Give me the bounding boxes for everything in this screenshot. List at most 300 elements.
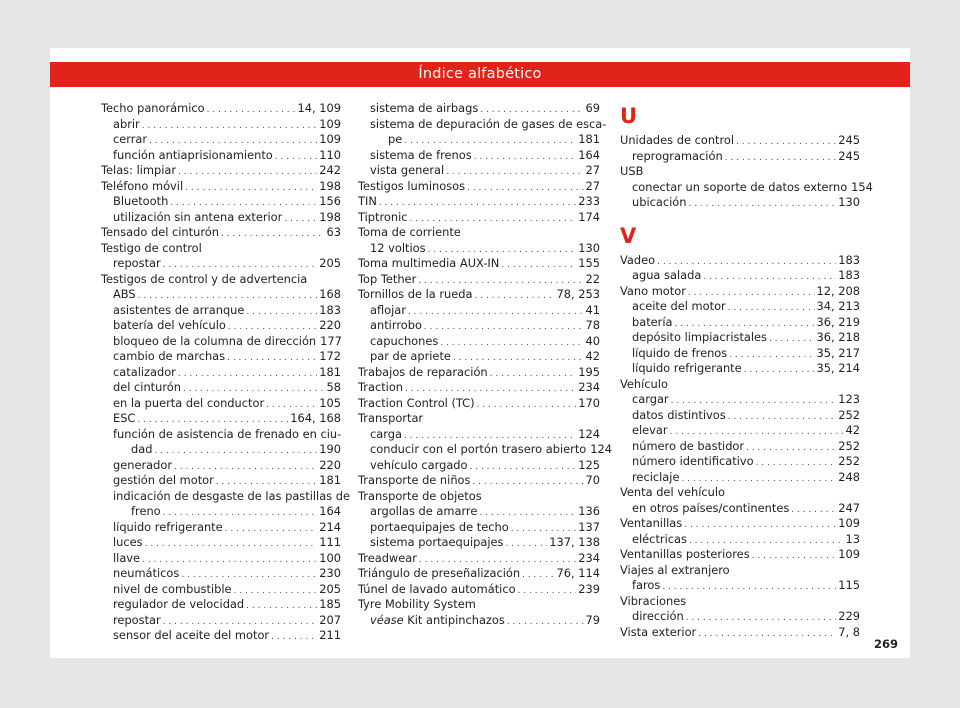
index-subentry — [101, 442, 341, 458]
dot-leader — [688, 195, 836, 213]
index-subentry — [620, 501, 860, 517]
entry-label: abrir — [113, 116, 140, 131]
dot-leader — [725, 149, 837, 167]
index-subentry — [620, 346, 860, 362]
index-subentry — [101, 551, 341, 567]
page-reference: 130 — [578, 240, 600, 255]
index-subentry — [620, 439, 860, 455]
page-reference: 207 — [319, 612, 341, 627]
entry-label: Tyre Mobility System — [358, 597, 476, 611]
index-column-1 — [101, 101, 350, 644]
entry-label: Telas: limpiar — [101, 163, 177, 177]
entry-label: catalizador — [113, 364, 176, 379]
index-entry — [620, 516, 860, 532]
page-reference: 183 — [838, 252, 860, 267]
index-subentry — [358, 613, 600, 629]
index-subentry — [101, 520, 341, 536]
dot-leader — [477, 396, 577, 414]
dot-leader — [744, 361, 815, 379]
entry-label: capuchones — [370, 333, 439, 348]
page-reference: 183 — [319, 302, 341, 317]
page-reference: 109 — [838, 547, 860, 561]
entry-label: Teléfono móvil — [101, 178, 184, 193]
entry-label: Venta del vehículo — [620, 485, 725, 499]
entry-label: 12 voltios — [370, 240, 426, 255]
entry-label: Tornillos de la rueda — [358, 287, 473, 301]
index-entry — [358, 210, 600, 226]
entry-label: Vadeo — [620, 252, 656, 267]
index-subentry — [101, 582, 341, 598]
index-subentry — [358, 163, 600, 179]
index-subentry — [101, 628, 341, 644]
index-subentry — [101, 488, 350, 505]
page-reference: 35, 214 — [816, 361, 860, 375]
page-reference: 211 — [319, 628, 341, 642]
page-reference: 234 — [578, 380, 600, 394]
page-header — [50, 62, 910, 87]
index-subentry — [101, 318, 341, 334]
page-reference: 79 — [585, 612, 600, 627]
entry-label: agua salada — [632, 268, 702, 282]
dot-leader — [518, 582, 577, 600]
index-entry — [620, 625, 860, 641]
page-reference: 109 — [838, 516, 860, 530]
index-entry — [358, 396, 600, 412]
entry-label: Vehículo — [620, 376, 668, 391]
page-reference: 220 — [319, 457, 341, 472]
page-reference: 111 — [319, 535, 341, 549]
page-reference: 252 — [838, 407, 860, 422]
dot-leader — [271, 628, 317, 646]
index-entry — [620, 253, 860, 269]
index-subentry — [101, 396, 341, 412]
page-reference: 40 — [585, 333, 600, 348]
page-reference: 214 — [319, 519, 341, 534]
entry-label: reprogramación — [632, 148, 723, 163]
index-entry — [101, 272, 341, 288]
entry-label: Testigo de control — [101, 240, 202, 255]
index-subentry — [620, 609, 860, 625]
entry-label: TIN — [358, 194, 377, 208]
page-reference: 100 — [319, 550, 341, 565]
page-reference: 252 — [838, 438, 860, 453]
page-reference: 195 — [578, 364, 600, 379]
index-entry — [358, 272, 600, 288]
entry-label: carga — [370, 426, 402, 441]
page-reference: 27 — [585, 178, 600, 193]
entry-label: bloqueo de la columna de dirección — [113, 333, 317, 348]
index-entry — [358, 380, 600, 396]
index-subentry — [620, 330, 860, 346]
entry-label: líquido de frenos — [632, 345, 728, 360]
page-reference: 239 — [578, 581, 600, 596]
entry-label: Túnel de lavado automático — [358, 581, 516, 596]
page-reference: 13 — [845, 531, 860, 546]
entry-label: Tensado del cinturón — [101, 225, 219, 239]
entry-label: número de bastidor — [632, 438, 745, 453]
index-entry — [620, 485, 860, 501]
section-letter: U — [620, 104, 638, 128]
entry-label: par de apriete — [370, 349, 451, 363]
index-entry — [620, 133, 860, 149]
entry-label: luces — [113, 535, 143, 549]
index-subentry — [358, 101, 600, 117]
index-entry — [620, 547, 860, 563]
index-entry — [620, 563, 860, 579]
page-reference: 185 — [319, 597, 341, 611]
entry-label: USB — [620, 164, 644, 178]
entry-label: ABS — [113, 287, 136, 301]
index-column-2 — [358, 101, 612, 628]
entry-label: en otros países/continentes — [632, 500, 790, 515]
dot-leader — [221, 225, 325, 243]
entry-label: sistema portaequipajes — [370, 535, 504, 549]
page-reference: 154 — [851, 179, 873, 194]
index-subentry — [101, 334, 341, 350]
page-reference: 124 — [578, 426, 600, 441]
index-entry — [101, 163, 341, 179]
entry-label: faros — [632, 578, 661, 592]
entry-label: Viajes al extranjero — [620, 562, 730, 577]
index-entry — [620, 284, 860, 300]
index-subentry — [620, 532, 860, 548]
entry-label: Traction Control (TC) — [358, 395, 475, 410]
see-reference: véase — [370, 612, 404, 627]
entry-label: depósito limpiacristales — [632, 330, 767, 344]
page-reference: 205 — [319, 256, 341, 270]
index-subentry — [620, 315, 860, 331]
page-reference: 63 — [326, 225, 341, 239]
entry-label: Transporte de niños — [358, 473, 471, 487]
index-entry — [358, 566, 600, 582]
entry-label: Ventanillas — [620, 516, 683, 530]
entry-label: batería — [632, 314, 673, 329]
index-entry — [358, 597, 600, 613]
entry-label: del cinturón — [113, 380, 181, 394]
page-reference: 58 — [326, 380, 341, 394]
index-subentry — [101, 210, 341, 226]
entry-label: Toma de corriente — [358, 225, 461, 239]
page-reference: 190 — [319, 442, 341, 456]
entry-label: batería del vehículo — [113, 318, 226, 332]
section-letter: V — [620, 223, 637, 248]
page-reference: 156 — [319, 194, 341, 208]
index-entry — [358, 194, 600, 210]
page-reference: 205 — [319, 581, 341, 596]
index-entry — [358, 365, 600, 381]
index-subentry — [101, 287, 341, 303]
index-subentry — [620, 454, 860, 470]
page-reference: 177 — [320, 333, 342, 348]
index-entry — [620, 377, 860, 393]
index-entry — [101, 179, 341, 195]
index-subentry — [101, 194, 341, 210]
entry-label: número identificativo — [632, 454, 754, 468]
page-reference: 136 — [578, 504, 600, 518]
index-subentry — [358, 427, 600, 443]
page-reference: 78, 253 — [556, 287, 600, 301]
index-entry — [101, 225, 341, 241]
index-subentry — [358, 520, 600, 536]
entry-label: sistema de depuración de gases de esca- — [370, 116, 607, 131]
entry-label: Vano motor — [620, 283, 686, 298]
page-reference: 234 — [578, 550, 600, 565]
index-subentry — [620, 423, 860, 439]
index-subentry — [101, 349, 341, 365]
page-reference: 137, 138 — [549, 535, 600, 549]
entry-label: líquido refrigerante — [113, 519, 223, 534]
index-subentry — [358, 349, 600, 365]
entry-label: en la puerta del conductor — [113, 395, 265, 410]
index-subentry — [101, 504, 341, 520]
page-reference: 12, 208 — [816, 283, 860, 298]
page-reference: 14, 109 — [297, 101, 341, 115]
entry-label: Top Tether — [358, 271, 417, 286]
entry-label: Vibraciones — [620, 593, 687, 608]
entry-label: reciclaje — [632, 469, 680, 484]
page-reference: 78 — [585, 318, 600, 332]
index-entry — [358, 489, 600, 505]
entry-label: sistema de airbags — [370, 101, 479, 115]
page-reference: 42 — [585, 349, 600, 363]
dot-leader — [662, 578, 836, 596]
entry-label: Vista exterior — [620, 624, 697, 639]
entry-label: regulador de velocidad — [113, 597, 245, 611]
entry-label — [370, 613, 505, 629]
index-subentry — [101, 365, 341, 381]
entry-label: generador — [113, 457, 173, 472]
index-subentry — [101, 458, 341, 474]
index-subentry — [620, 268, 860, 284]
entry-label: cerrar — [113, 132, 148, 146]
index-subentry — [358, 535, 600, 551]
page-reference: 198 — [319, 209, 341, 224]
entry-label: portaequipajes de techo — [370, 519, 509, 534]
entry-label: función de asistencia de frenado en ciu- — [113, 426, 342, 441]
page-reference: 198 — [319, 178, 341, 193]
index-subentry — [358, 148, 600, 164]
index-entry — [358, 411, 600, 427]
entry-label: utilización sin antena exterior — [113, 209, 283, 224]
page-reference: 125 — [578, 457, 600, 472]
entry-label: Bluetooth — [113, 194, 169, 208]
index-entry — [358, 287, 600, 303]
page-reference: 164, 168 — [290, 411, 341, 425]
entry-label: aceite del motor — [632, 299, 726, 313]
page-reference: 42 — [845, 423, 860, 437]
index-subentry — [101, 117, 341, 133]
page-reference: 164 — [578, 147, 600, 162]
page-reference: 35, 217 — [816, 345, 860, 360]
entry-label: repostar — [113, 256, 161, 270]
entry-label: sensor del aceite del motor — [113, 628, 270, 642]
index-subentry — [620, 392, 860, 408]
index-entry — [358, 225, 600, 241]
page-reference: 233 — [578, 194, 600, 208]
page-reference: 123 — [838, 392, 860, 406]
index-subentry — [358, 116, 607, 133]
entry-label: Trabajos de reparación — [358, 364, 488, 379]
index-subentry — [101, 148, 341, 164]
page-reference: 36, 218 — [816, 330, 860, 344]
entry-label: Testigos luminosos — [358, 178, 466, 193]
entry-label: función antiaprisionamiento — [113, 147, 273, 162]
index-subentry — [101, 535, 341, 551]
index-subentry — [358, 458, 600, 474]
entry-label: cambio de marchas — [113, 349, 226, 363]
entry-label: Techo panorámico — [101, 101, 205, 115]
page-reference: 168 — [319, 287, 341, 301]
index-entry — [358, 179, 600, 195]
entry-label: Tiptronic — [358, 209, 408, 224]
page-reference: 70 — [585, 473, 600, 487]
page-reference: 41 — [585, 302, 600, 317]
index-entry — [101, 101, 341, 117]
entry-label: líquido refrigerante — [632, 361, 742, 375]
page-reference: 230 — [319, 566, 341, 580]
page-reference: 181 — [578, 132, 600, 146]
index-entry — [101, 241, 341, 257]
page-reference: 242 — [319, 163, 341, 177]
entry-label: llave — [113, 550, 141, 565]
index-entry — [358, 551, 600, 567]
index-subentry — [358, 442, 612, 458]
entry-label: vehículo cargado — [370, 457, 468, 472]
entry-label: vista general — [370, 163, 445, 177]
page-reference: 181 — [319, 364, 341, 379]
page-reference: 172 — [319, 349, 341, 363]
entry-label: Triángulo de preseñalización — [358, 566, 521, 580]
index-subentry — [101, 380, 341, 396]
dot-leader — [472, 473, 583, 491]
entry-label: antirrobo — [370, 318, 422, 332]
page-reference: 164 — [319, 504, 341, 518]
entry-label: eléctricas — [632, 531, 687, 546]
page-reference: 174 — [578, 209, 600, 224]
page-reference: 109 — [319, 132, 341, 146]
index-subentry — [620, 361, 860, 377]
entry-label: aflojar — [370, 302, 406, 317]
entry-label: indicación de desgaste de las pastillas de — [113, 488, 350, 503]
page-reference: 130 — [838, 195, 860, 209]
entry-label: repostar — [113, 612, 161, 627]
index-subentry — [620, 470, 860, 486]
entry-label: Testigos de control y de advertencia — [101, 271, 308, 286]
index-subentry — [620, 195, 860, 211]
entry-label: dad — [131, 442, 153, 456]
page-reference: 247 — [838, 500, 860, 515]
page-reference: 170 — [578, 395, 600, 410]
page-reference: 76, 114 — [556, 566, 600, 580]
entry-text: Kit antipinchazos — [403, 612, 505, 627]
index-subentry — [101, 613, 341, 629]
dot-leader — [507, 613, 584, 631]
index-subentry — [101, 132, 341, 148]
entry-label: pe — [388, 132, 403, 146]
entry-label: sistema de frenos — [370, 147, 472, 162]
entry-label: Treadwear — [358, 550, 417, 565]
index-subentry — [101, 597, 341, 613]
entry-label: conectar un soporte de datos externo — [632, 179, 848, 194]
index-subentry — [101, 566, 341, 582]
page-reference: 36, 219 — [816, 314, 860, 329]
index-entry — [620, 164, 860, 180]
index-subentry — [358, 303, 600, 319]
page-reference: 34, 213 — [816, 299, 860, 313]
page-reference: 248 — [838, 469, 860, 484]
page-reference: 27 — [585, 163, 600, 177]
index-subentry — [358, 132, 600, 148]
index-subentry — [101, 427, 341, 443]
page-reference: 155 — [578, 256, 600, 270]
index-subentry — [101, 411, 341, 427]
page-reference: 110 — [319, 147, 341, 162]
entry-label: gestión del motor — [113, 473, 214, 487]
entry-label: Traction — [358, 380, 404, 394]
entry-label: neumáticos — [113, 566, 180, 580]
index-subentry — [620, 149, 860, 165]
entry-label: conducir con el portón trasero abierto — [370, 442, 587, 456]
index-subentry — [620, 179, 873, 196]
entry-label: Toma multimedia AUX-IN — [358, 256, 500, 270]
index-column-3 — [620, 101, 873, 640]
page-title: Índice alfabético — [418, 66, 542, 82]
page-reference: 245 — [838, 133, 860, 147]
entry-label: dirección — [632, 609, 684, 623]
page-reference: 109 — [319, 116, 341, 131]
entry-label: elevar — [632, 423, 668, 437]
index-subentry — [620, 408, 860, 424]
entry-label: freno — [131, 504, 161, 518]
index-subentry — [101, 256, 341, 272]
page-reference: 183 — [838, 268, 860, 282]
entry-label: cargar — [632, 392, 669, 406]
index-entry — [358, 582, 600, 598]
index-subentry — [101, 473, 341, 489]
index-subentry — [358, 334, 600, 350]
page-reference: 7, 8 — [838, 624, 860, 639]
page-reference: 69 — [585, 101, 600, 115]
page-reference: 105 — [319, 395, 341, 410]
entry-label: nivel de combustible — [113, 581, 232, 596]
entry-label: Ventanillas posteriores — [620, 547, 750, 561]
index-entry — [620, 594, 860, 610]
dot-leader — [698, 625, 836, 643]
page-number: 269 — [874, 637, 899, 651]
page-reference: 252 — [838, 454, 860, 468]
dot-leader — [752, 547, 837, 565]
page-reference: 124 — [590, 442, 612, 456]
index-subentry — [358, 318, 600, 334]
page-reference: 245 — [838, 148, 860, 163]
entry-label: asistentes de arranque — [113, 302, 245, 317]
page-reference: 181 — [319, 473, 341, 487]
entry-label: Transporte de objetos — [358, 488, 482, 503]
index-subentry — [358, 504, 600, 520]
entry-label: Transportar — [358, 411, 424, 425]
page-reference: 115 — [838, 578, 860, 592]
index-subentry — [620, 299, 860, 315]
entry-label: argollas de amarre — [370, 504, 478, 518]
entry-label: ubicación — [632, 195, 687, 209]
entry-label: Unidades de control — [620, 133, 735, 147]
page-reference: 22 — [585, 271, 600, 286]
index-subentry — [101, 303, 341, 319]
index-subentry — [620, 578, 860, 594]
entry-label: ESC — [113, 411, 136, 425]
index-subentry — [358, 241, 600, 257]
page-reference: 229 — [838, 609, 860, 623]
